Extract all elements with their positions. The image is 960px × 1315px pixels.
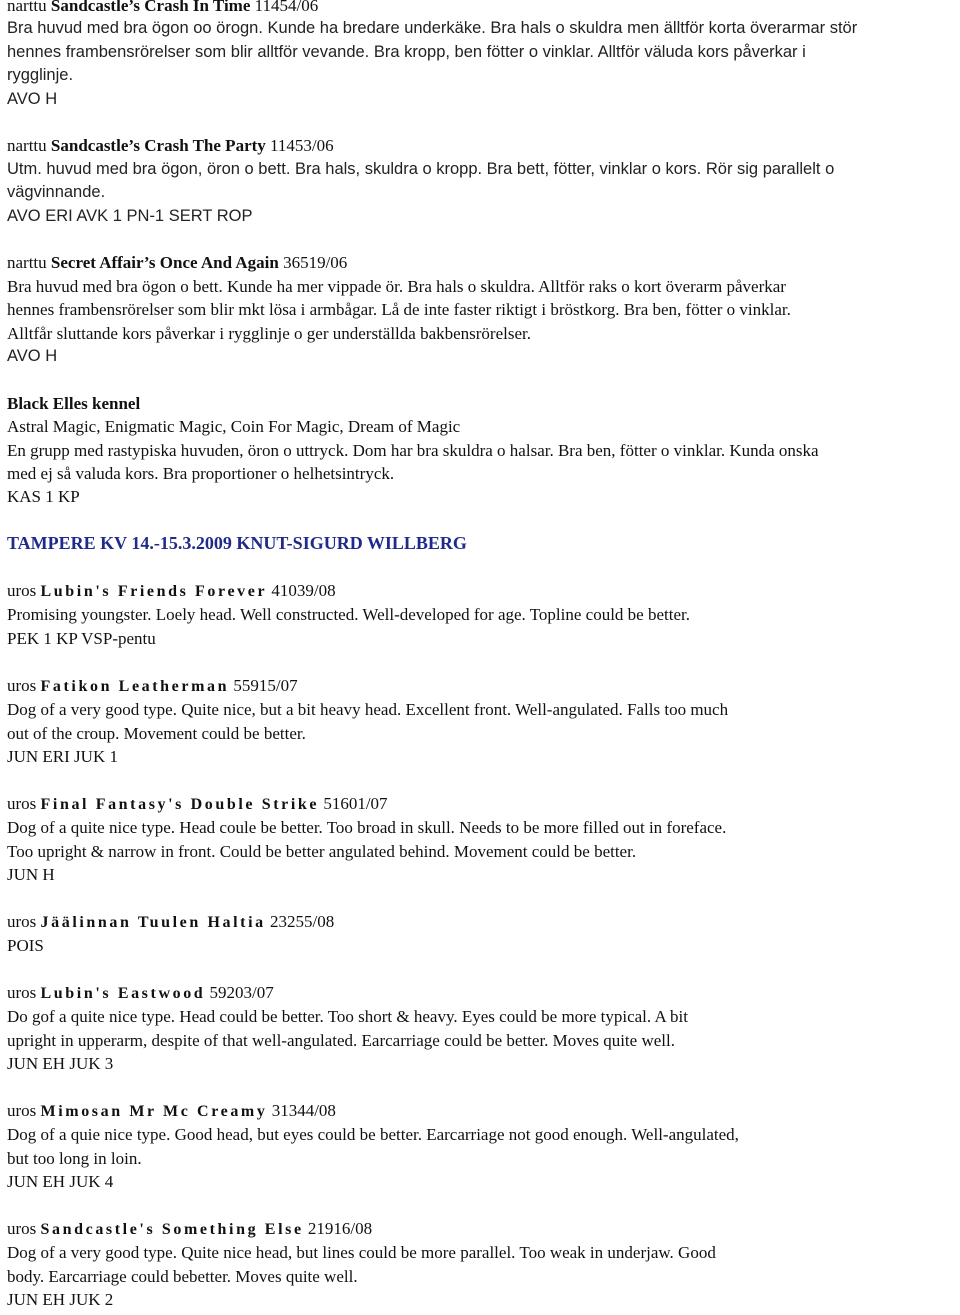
entry-sex: uros: [7, 793, 41, 813]
entry-heading: [7, 910, 960, 934]
result-line: AVO H: [7, 347, 58, 366]
critique-line: Alltfår sluttande kors påverkar i rygglinje o ger underställda bakbensrörelser.: [7, 323, 531, 343]
result-line: JUN EH JUK 2: [7, 1290, 114, 1310]
critique-line: Bra huvud med bra ögon o bett. Kunde ha mer vippade ör. Bra hals o skuldra. Alltför raks o kort överarm påverkar: [7, 276, 786, 296]
registration-number: 23255/08: [270, 911, 335, 931]
registration-number: 11454/06: [250, 0, 319, 15]
critique-line: Promising youngster. Loely head. Well constructed. Well-developed for age. Topline could be better.: [7, 605, 690, 625]
entry-heading: [7, 1099, 960, 1123]
critique-line: En grupp med rastypiska huvuden, öron o uttryck. Dom har bra skuldra o halsar. Bra ben, fötter o vinklar. Kunda onska: [7, 440, 819, 460]
result-line: JUN EH JUK 3: [7, 1054, 114, 1074]
kennel-name: Black Elles kennel: [7, 393, 141, 413]
entry-heading: [7, 579, 960, 603]
critique-line: Do gof a quite nice type. Head could be better. Too short & heavy. Eyes could be more typical. A bit: [7, 1007, 688, 1027]
critique-line: Bra huvud med bra ögon oo örogn. Kunde ha bredare underkäke. Bra hals o skuldra men älltför korta överarmar stör: [7, 19, 858, 38]
entry-sex: uros: [7, 911, 41, 931]
spacer: [7, 111, 960, 134]
spacer: [7, 886, 960, 909]
result-line: POIS: [7, 936, 44, 956]
critique-line: upright in upperarm, despite of that well-angulated. Earcarriage could be better. Moves quite well.: [7, 1030, 675, 1050]
critique-line: vägvinnande.: [7, 183, 106, 202]
entry-heading: [7, 674, 960, 698]
critique-line: hennes frambensrörelser som blir alltför vevande. Bra kropp, ben fötter o vinklar. Alltför väluda kors påverkar i: [7, 42, 806, 61]
registration-number: 21916/08: [307, 1218, 373, 1238]
spacer: [7, 650, 960, 673]
critique-line: rygglinje.: [7, 66, 74, 85]
spacer: [7, 958, 960, 981]
result-line: JUN EH JUK 4: [7, 1172, 114, 1192]
entry-sex: uros: [7, 1218, 41, 1238]
critique-line: but too long in loin.: [7, 1148, 142, 1168]
registration-number: 31344/08: [271, 1100, 336, 1120]
critique-line: body. Earcarriage could bebetter. Moves quite well.: [7, 1266, 358, 1286]
critique-line: out of the croup. Movement could be better.: [7, 723, 306, 743]
entry-sex: uros: [7, 982, 41, 1002]
entry-heading: [7, 134, 960, 157]
critique-line: Dog of a very good type. Quite nice, but a bit heavy head. Excellent front. Well-angulated. Falls too much: [7, 700, 729, 720]
entry-heading: [7, 792, 960, 816]
registration-number: 36519/06: [278, 253, 348, 273]
dog-name: Final Fantasy's Double Strike: [40, 795, 320, 813]
entry-sex: uros: [7, 1100, 41, 1120]
result-line: JUN H: [7, 864, 55, 884]
spacer: [7, 556, 960, 579]
registration-number: 11453/06: [265, 136, 334, 156]
spacer: [7, 509, 960, 532]
critique-line: Utm. huvud med bra ögon, öron o bett. Bra hals, skuldra o kropp. Bra bett, fötter, vinklar o kors. Rör sig parallelt o: [7, 159, 835, 178]
dog-name: Lubin's Eastwood: [40, 984, 206, 1002]
result-line: AVO H: [7, 89, 58, 108]
critique-line: Too upright & narrow in front. Could be better angulated behind. Movement could be better.: [7, 841, 637, 861]
result-line: AVO ERI AVK 1 PN-1 SERT ROP: [7, 206, 253, 225]
dog-name: Lubin's Friends Forever: [40, 583, 268, 601]
spacer: [7, 228, 960, 251]
registration-number: 55915/07: [233, 675, 298, 695]
entry-sex: uros: [7, 581, 41, 601]
entry-sex: narttu: [7, 136, 51, 156]
spacer: [7, 1076, 960, 1099]
critique-line: med ej så valuda kors. Bra proportioner o helhetsintryck.: [7, 464, 395, 484]
registration-number: 51601/07: [323, 793, 388, 813]
dog-name: Sandcastle’s Crash The Party: [50, 136, 266, 156]
entry-heading: [7, 0, 960, 17]
critique-line: hennes frambensrörelser som blir mkt lösa i armbågar. Lå de inte faster riktigt i bröstkorg. Bra ben, fötter o vinklar.: [7, 300, 791, 320]
critique-line: Dog of a very good type. Quite nice head, but lines could be more parallel. Too weak in underjaw. Good: [7, 1243, 716, 1263]
result-line: PEK 1 KP VSP-pentu: [7, 628, 156, 648]
entry-heading: [7, 981, 960, 1005]
dog-name: Fatikon Leatherman: [40, 677, 230, 695]
document-page: [7, 0, 960, 1312]
critique-line: Dog of a quite nice type. Head coule be better. Too broad in skull. Needs to be more filled out in foreface.: [7, 818, 727, 838]
result-line: KAS 1 KP: [7, 487, 80, 507]
show-section-title: TAMPERE KV 14.-15.3.2009 KNUT-SIGURD WILLBERG: [7, 533, 467, 554]
entry-sex: narttu: [7, 0, 51, 15]
spacer: [7, 368, 960, 391]
entry-sex: narttu: [7, 253, 51, 273]
dog-name: Secret Affair’s Once And Again: [50, 253, 279, 273]
dog-name: Sandcastle's Something Else: [40, 1220, 304, 1238]
dog-name: Mimosan Mr Mc Creamy: [40, 1102, 268, 1120]
entries-list: [7, 579, 960, 1312]
critique-line: Dog of a quie nice type. Good head, but eyes could be better. Earcarriage not good enough. Well-angulated,: [7, 1125, 739, 1145]
dog-name: Jäälinnan Tuulen Haltia: [40, 913, 266, 931]
registration-number: 59203/07: [209, 982, 274, 1002]
spacer: [7, 768, 960, 791]
entry-heading: [7, 251, 960, 274]
registration-number: 41039/08: [271, 581, 336, 601]
kennel-dogs: Astral Magic, Enigmatic Magic, Coin For Magic, Dream of Magic: [7, 417, 461, 437]
entry-sex: uros: [7, 675, 41, 695]
spacer: [7, 1194, 960, 1217]
entry-heading: [7, 1217, 960, 1241]
result-line: JUN ERI JUK 1: [7, 746, 118, 766]
dog-name: Sandcastle’s Crash In Time: [50, 0, 251, 15]
